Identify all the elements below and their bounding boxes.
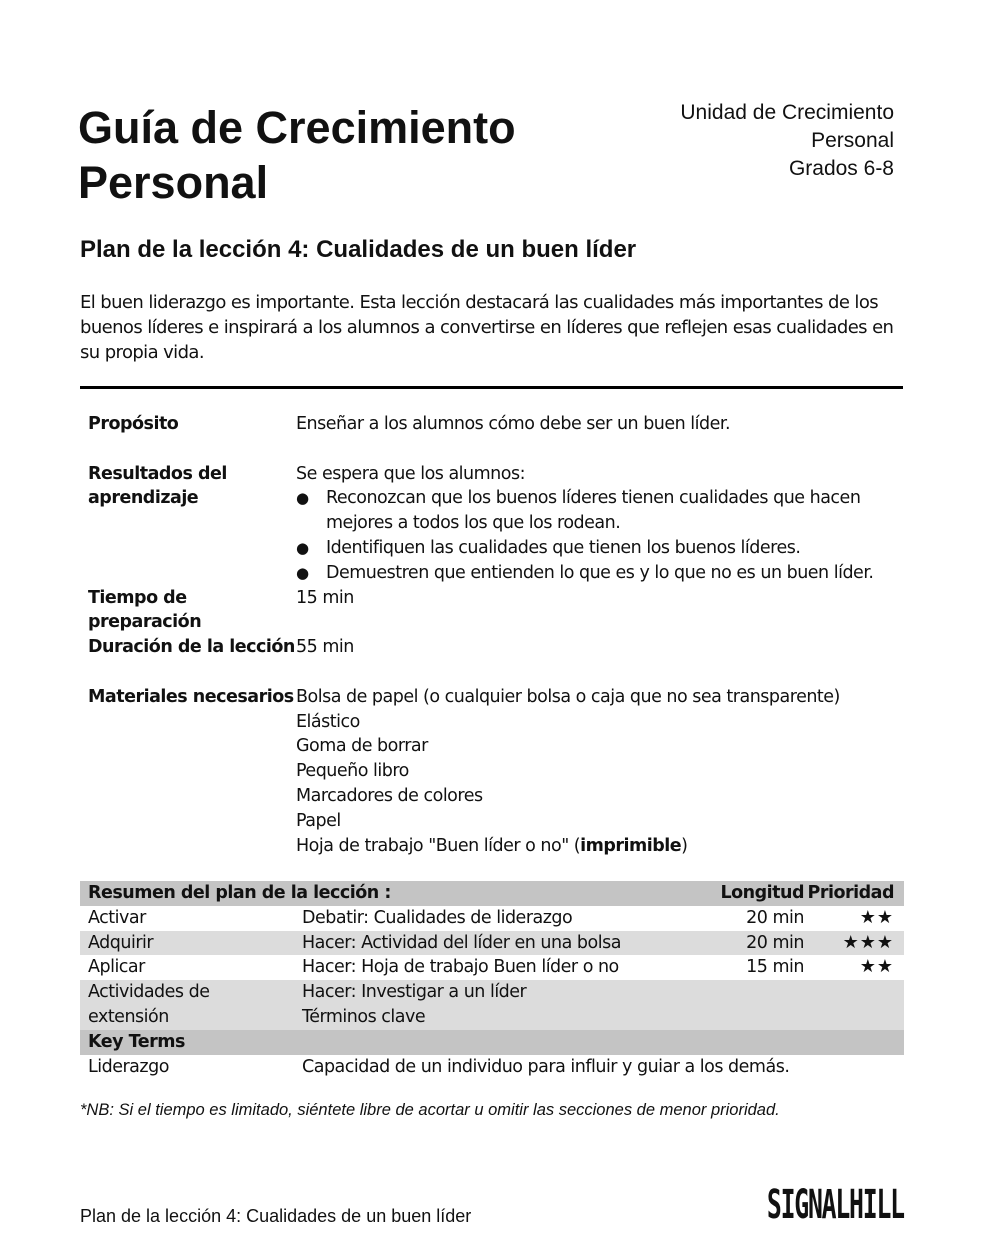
prep-label-line-2: preparación [88,612,202,633]
key-terms-header-row [80,1030,904,1055]
duration-row [88,635,900,660]
list-item: Términos clave [302,1006,426,1027]
title-line-1: Guía de Crecimiento [78,102,516,153]
worksheet-suffix: ) [681,835,688,856]
list-item: Goma de borrar [296,736,428,757]
extension-label [80,980,302,1030]
extension-label-line-2: extensión [88,1006,169,1027]
materials-label: Materiales necesarios [88,686,294,707]
priority-stars: ★★ [859,906,894,928]
list-item: ● Reconozcan que los buenos líderes tienen cualidades que hacen mejores a todos los que los rodean. [296,486,900,536]
extension-activities [302,980,904,1030]
purpose-row [88,412,900,437]
key-term-row [80,1055,904,1080]
priority-note: *NB: Si el tiempo es limitado, siéntete libre de acortar u omitir las secciones de menor prioridad. [80,1101,780,1119]
title-line-2: Personal [78,157,269,208]
length-cell: 20 min [746,932,804,953]
materials-row [88,685,900,859]
list-item: Hacer: Investigar a un líder [302,982,527,1003]
stage-cell: Aplicar [88,957,145,978]
outcomes-label [88,462,296,586]
lesson-details [88,412,900,858]
materials-list [296,685,900,859]
worksheet-item [296,834,900,859]
unit-line-1: Unidad de Crecimiento [680,101,894,124]
printable-link[interactable]: imprimible [580,835,682,856]
duration-value: 55 min [296,637,354,658]
duration-label: Duración de la lección [88,637,295,658]
list-item: Pequeño libro [296,761,409,782]
worksheet-prefix: Hoja de trabajo "Buen líder o no" ( [296,835,581,856]
list-item: ● Demuestren que entienden lo que es y lo que no es un buen líder. [296,561,900,586]
outcomes-row [88,462,900,586]
extension-row [80,980,904,1030]
unit-info [594,99,894,183]
prep-label-line-1: Tiempo de [88,587,187,608]
key-term: Liderazgo [88,1056,169,1077]
page-title [78,100,618,210]
length-header: Longitud [720,883,804,903]
lesson-summary-table [80,881,904,1079]
activity-cell: Debatir: Cualidades de liderazgo [302,907,573,928]
purpose-value: Enseñar a los alumnos cómo debe ser un buen líder. [296,414,731,434]
lesson-title: Plan de la lección 4: Cualidades de un buen líder [80,236,637,263]
length-cell: 20 min [746,907,804,928]
list-item: Elástico [296,711,360,732]
outcomes-label-line-2: aprendizaje [88,488,199,509]
prep-time-label [88,586,296,636]
intro-paragraph: El buen liderazgo es importante. Esta lección destacará las cualidades más importantes de los buenos líderes e inspirará a los alumnos a convertirse en líderes que reflejen esas cualidades en su propia vida. [80,292,894,363]
unit-line-2: Personal [811,129,894,152]
grade-level: Grados 6-8 [788,157,894,180]
summary-header-row [80,881,904,906]
table-row [80,955,904,980]
divider [80,386,903,389]
signalhill-logo: SIGNALHILL [767,1182,904,1228]
summary-header: Resumen del plan de la lección : [88,883,391,903]
stage-cell: Activar [88,907,146,928]
list-item: Bolsa de papel (o cualquier bolsa o caja que no sea transparente) [296,686,840,707]
list-item: Papel [296,810,341,831]
outcomes-value [296,462,900,586]
extension-label-line-1: Actividades de [88,982,210,1003]
outcomes-label-line-1: Resultados del [88,463,227,484]
list-item: ● Identifiquen las cualidades que tienen los buenos líderes. [296,536,900,561]
activity-cell: Hacer: Hoja de trabajo Buen líder o no [302,957,619,978]
purpose-label: Propósito [88,414,179,434]
prep-time-row [88,586,900,636]
stage-cell: Adquirir [88,932,154,953]
outcomes-intro: Se espera que los alumnos: [296,463,525,484]
key-terms-header: Key Terms [88,1031,185,1052]
footer-text: Plan de la lección 4: Cualidades de un buen líder [80,1206,472,1226]
length-cell: 15 min [746,957,804,978]
table-row [80,906,904,931]
key-term-definition: Capacidad de un individuo para influir y guiar a los demás. [302,1056,790,1077]
prep-time-value: 15 min [296,587,354,608]
priority-stars: ★★ [859,956,894,978]
priority-stars: ★★★ [842,931,894,953]
priority-header: Prioridad [807,883,894,903]
table-row [80,931,904,956]
outcomes-list [296,486,900,585]
activity-cell: Hacer: Actividad del líder en una bolsa [302,932,621,953]
list-item: Marcadores de colores [296,785,483,806]
